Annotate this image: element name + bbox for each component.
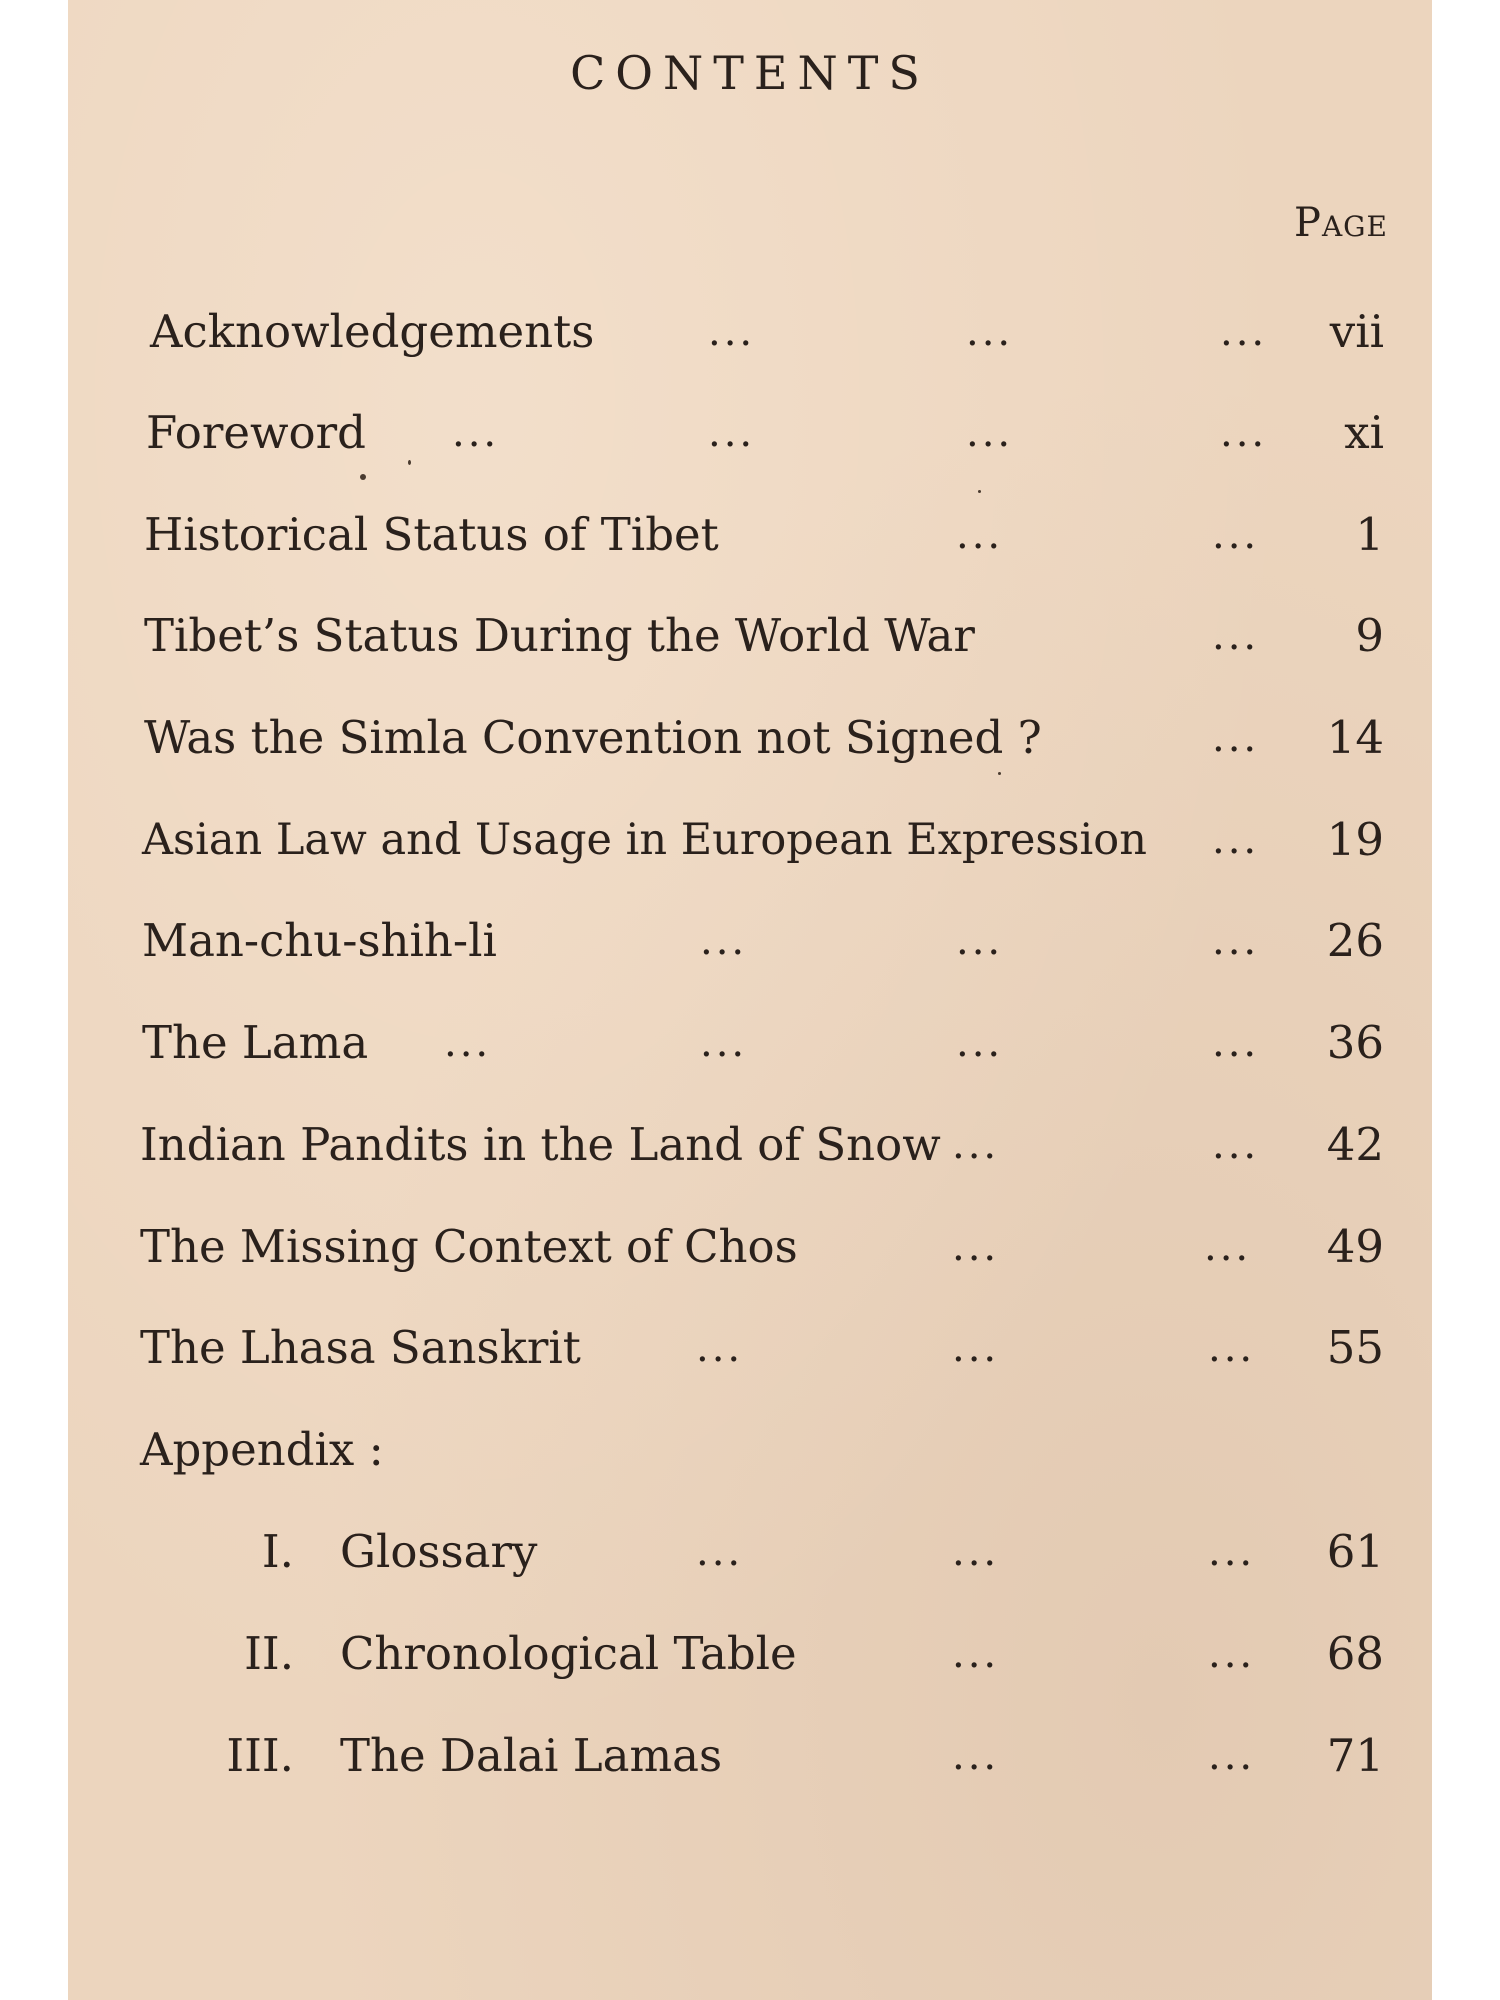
leader-dots: ... xyxy=(956,1020,1004,1066)
toc-entry-title: Was the Simla Convention not Signed ? xyxy=(144,711,1042,764)
toc-entry-title: Historical Status of Tibet xyxy=(144,508,719,561)
leader-dots: ... xyxy=(1212,1020,1260,1066)
leader-dots: ... xyxy=(452,410,500,456)
appendix-item-page: 71 xyxy=(1326,1729,1384,1782)
book-page xyxy=(68,0,1432,2000)
leader-dots: ... xyxy=(1204,1224,1252,1270)
leader-dots: ... xyxy=(700,918,748,964)
appendix-item-number: II. xyxy=(244,1627,294,1680)
leader-dots: ... xyxy=(952,1325,1000,1371)
leader-dots: ... xyxy=(1212,512,1260,558)
leader-dots: ... xyxy=(966,309,1014,355)
leader-dots: ... xyxy=(696,1529,744,1575)
toc-entry-page: 36 xyxy=(1326,1016,1384,1069)
appendix-item-glossary xyxy=(68,1522,1432,1582)
leader-dots: ... xyxy=(952,1224,1000,1270)
toc-entry-asian-law xyxy=(68,810,1432,870)
toc-entry-lhasa-sanskrit xyxy=(68,1318,1432,1378)
appendix-item-page: 68 xyxy=(1326,1627,1384,1680)
appendix-item-title: Glossary xyxy=(340,1525,538,1578)
toc-entry-man-chu-shih-li xyxy=(68,911,1432,971)
toc-entry-acknowledgements xyxy=(68,302,1432,362)
toc-entry-title: Asian Law and Usage in European Expression xyxy=(142,815,1147,865)
leader-dots: ... xyxy=(952,1631,1000,1677)
toc-entry-page: 9 xyxy=(1355,609,1384,662)
appendix-item-number: I. xyxy=(261,1525,294,1578)
toc-entry-title: Man-chu-shih-li xyxy=(142,914,497,967)
toc-entry-page: 26 xyxy=(1326,914,1384,967)
leader-dots: ... xyxy=(966,410,1014,456)
leader-dots: ... xyxy=(1208,1325,1256,1371)
toc-entry-title: The Lhasa Sanskrit xyxy=(140,1321,581,1374)
toc-entry-title: Foreword xyxy=(146,406,366,459)
leader-dots: ... xyxy=(708,309,756,355)
appendix-item-title: Chronological Table xyxy=(340,1627,797,1680)
toc-entry-title: The Missing Context of Chos xyxy=(140,1220,798,1273)
toc-entry-page: vii xyxy=(1329,305,1384,358)
toc-entry-page: 1 xyxy=(1355,508,1384,561)
leader-dots: ... xyxy=(1212,613,1260,659)
toc-entry-title: Tibet’s Status During the World War xyxy=(144,609,975,662)
leader-dots: ... xyxy=(1220,410,1268,456)
page-column-label: Page xyxy=(1294,200,1388,246)
leader-dots: ... xyxy=(700,1020,748,1066)
toc-entry-missing-context xyxy=(68,1217,1432,1277)
toc-entry-page: 42 xyxy=(1326,1118,1384,1171)
toc-entry-page: 14 xyxy=(1326,711,1384,764)
leader-dots: ... xyxy=(1208,1733,1256,1779)
toc-entry-historical-status xyxy=(68,505,1432,565)
toc-entry-the-lama xyxy=(68,1013,1432,1073)
leader-dots: ... xyxy=(1208,1631,1256,1677)
appendix-item-title: The Dalai Lamas xyxy=(340,1729,723,1782)
leader-dots: ... xyxy=(1212,715,1260,761)
leader-dots: ... xyxy=(952,1733,1000,1779)
leader-dots: ... xyxy=(952,1529,1000,1575)
leader-dots: ... xyxy=(1212,817,1260,863)
leader-dots: ... xyxy=(444,1020,492,1066)
toc-entry-page: 49 xyxy=(1326,1220,1384,1273)
leader-dots: ... xyxy=(1212,1122,1260,1168)
paper-speck xyxy=(978,490,981,493)
toc-entry-indian-pandits xyxy=(68,1115,1432,1175)
toc-entry-page: 55 xyxy=(1326,1321,1384,1374)
leader-dots: ... xyxy=(708,410,756,456)
appendix-label: Appendix : xyxy=(140,1423,384,1476)
toc-entry-page: xi xyxy=(1344,406,1384,459)
leader-dots: ... xyxy=(1212,918,1260,964)
toc-entry-tibet-status-war xyxy=(68,606,1432,666)
appendix-item-number: III. xyxy=(226,1729,294,1782)
toc-entry-simla-convention xyxy=(68,708,1432,768)
appendix-item-chronological-table xyxy=(68,1624,1432,1684)
toc-entry-title: Acknowledgements xyxy=(150,305,595,358)
leader-dots: ... xyxy=(1220,309,1268,355)
toc-entry-title: Indian Pandits in the Land of Snow xyxy=(140,1118,941,1171)
paper-speck xyxy=(360,474,366,480)
appendix-item-page: 61 xyxy=(1326,1525,1384,1578)
leader-dots: ... xyxy=(956,512,1004,558)
leader-dots: ... xyxy=(952,1122,1000,1168)
leader-dots: ... xyxy=(956,918,1004,964)
toc-entry-title: The Lama xyxy=(142,1016,369,1069)
leader-dots: ... xyxy=(696,1325,744,1371)
paper-speck xyxy=(998,772,1001,775)
toc-entry-page: 19 xyxy=(1326,813,1384,866)
leader-dots: ... xyxy=(1208,1529,1256,1575)
appendix-heading xyxy=(68,1420,1432,1480)
toc-entry-foreword xyxy=(68,403,1432,463)
page-title: CONTENTS xyxy=(570,46,930,100)
appendix-item-dalai-lamas xyxy=(68,1726,1432,1786)
paper-speck xyxy=(408,460,411,465)
